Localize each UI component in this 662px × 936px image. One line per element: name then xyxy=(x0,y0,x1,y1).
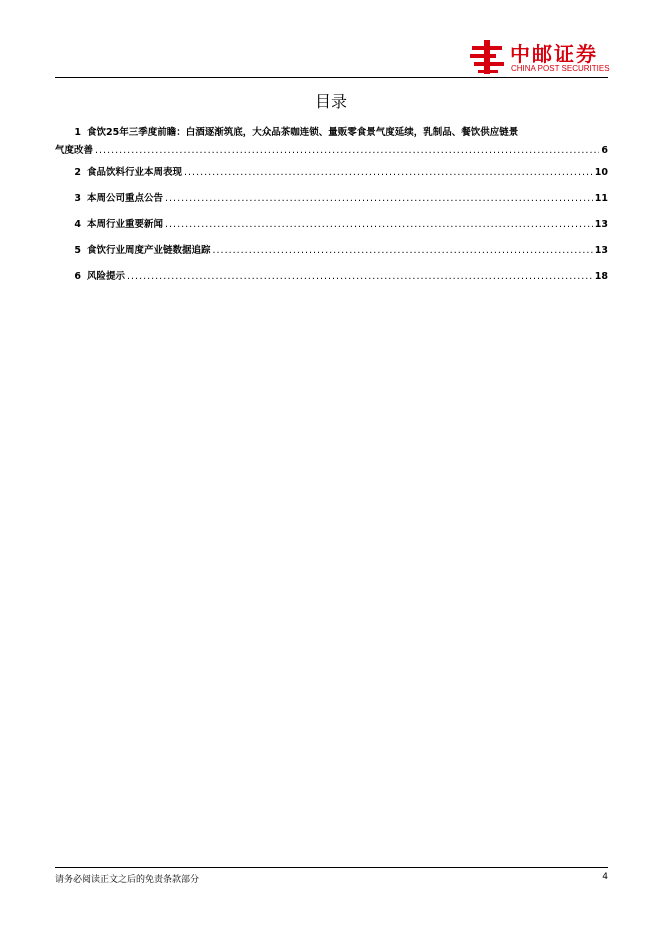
toc-leader-dots xyxy=(95,142,599,160)
toc-entry-page: 11 xyxy=(594,193,608,204)
toc-entry-2[interactable] xyxy=(55,160,608,186)
toc-entry-number: 4 xyxy=(74,219,81,230)
toc-entry-number: 1 xyxy=(74,127,81,138)
toc-entry-number: 5 xyxy=(74,245,81,256)
toc-entry-label: 食品饮料行业本周表现 xyxy=(87,167,183,178)
toc-entry-label: 风险提示 xyxy=(87,271,126,282)
toc-entry-page: 13 xyxy=(594,219,608,230)
toc-entry-number: 6 xyxy=(74,271,81,282)
toc-entry-4[interactable] xyxy=(55,212,608,238)
toc-entry-page: 10 xyxy=(594,167,608,178)
toc-entry-number: 3 xyxy=(74,193,81,204)
table-of-contents xyxy=(55,124,608,290)
toc-entry-1[interactable] xyxy=(55,124,608,160)
company-logo xyxy=(468,38,613,76)
toc-entry-page: 13 xyxy=(594,245,608,256)
toc-leader-dots xyxy=(165,212,593,238)
footer-divider xyxy=(55,867,608,868)
toc-entry-label: 本周行业重要新闻 xyxy=(87,219,164,230)
toc-title: 目录 xyxy=(314,92,347,111)
toc-leader-dots xyxy=(127,264,593,290)
toc-entry-label: 食饮25年三季度前瞻：白酒逐渐筑底，大众品茶咖连锁、量贩零食景气度延续，乳制品、餐饮供应链景 xyxy=(87,127,519,138)
footer-disclaimer: 请务必阅读正文之后的免责条款部分 xyxy=(55,875,200,885)
toc-entry-6[interactable] xyxy=(55,264,608,290)
toc-entry-3[interactable] xyxy=(55,186,608,212)
header-divider xyxy=(55,77,608,78)
logo-chinese-text: 中邮证券 xyxy=(510,42,598,66)
toc-leader-dots xyxy=(184,160,593,186)
toc-leader-dots xyxy=(165,186,593,212)
toc-leader-dots xyxy=(213,238,593,264)
toc-entry-page: 18 xyxy=(594,271,608,282)
china-post-logo-icon xyxy=(468,38,506,76)
toc-entry-label-continued: 气度改善 xyxy=(55,145,94,156)
logo-english-text: CHINA POST SECURITIES xyxy=(511,64,610,73)
footer-page-number: 4 xyxy=(602,872,608,882)
toc-entry-page: 6 xyxy=(601,145,608,156)
toc-entry-5[interactable] xyxy=(55,238,608,264)
toc-entry-label: 本周公司重点公告 xyxy=(87,193,164,204)
toc-entry-label: 食饮行业周度产业链数据追踪 xyxy=(87,245,211,256)
toc-entry-number: 2 xyxy=(74,167,81,178)
